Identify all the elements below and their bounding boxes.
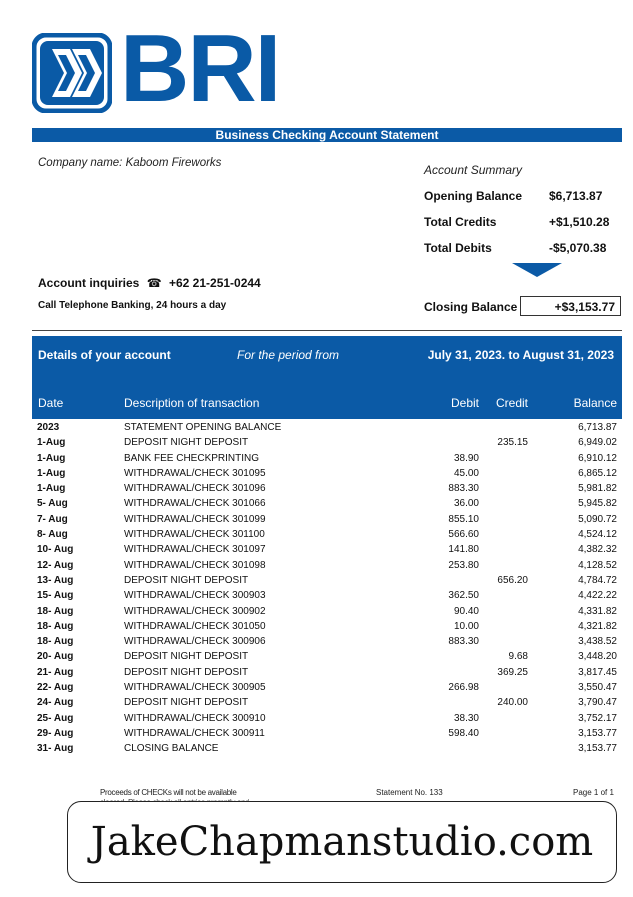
row-debit: 362.50 — [448, 590, 479, 602]
row-balance: 4,321.82 — [578, 620, 617, 632]
row-description: WITHDRAWAL/CHECK 301095 — [124, 467, 266, 479]
table-row — [32, 514, 622, 529]
table-row — [32, 590, 622, 605]
table-row — [32, 422, 622, 437]
row-date: 1-Aug — [37, 483, 66, 495]
row-balance: 3,153.77 — [578, 727, 617, 739]
transaction-table — [32, 422, 622, 759]
row-date: 31- Aug — [37, 743, 74, 755]
row-balance: 3,448.20 — [578, 651, 617, 663]
row-description: STATEMENT OPENING BALANCE — [124, 422, 282, 433]
row-balance: 5,981.82 — [578, 483, 617, 495]
row-date: 12- Aug — [37, 559, 74, 571]
total-credits-value: +$1,510.28 — [549, 215, 610, 229]
row-description: WITHDRAWAL/CHECK 300911 — [124, 727, 265, 739]
row-date: 25- Aug — [37, 712, 74, 724]
table-row — [32, 743, 622, 758]
row-debit: 266.98 — [448, 682, 479, 694]
row-description: DEPOSIT NIGHT DEPOSIT — [124, 574, 249, 586]
row-balance: 5,090.72 — [578, 513, 617, 525]
inquiries-label: Account inquiries — [38, 276, 140, 290]
closing-balance-label: Closing Balance — [424, 300, 518, 314]
row-debit: 598.40 — [448, 727, 479, 739]
row-balance: 4,128.52 — [578, 559, 617, 571]
table-row — [32, 636, 622, 651]
row-debit: 45.00 — [453, 467, 479, 479]
row-description: WITHDRAWAL/CHECK 300910 — [124, 712, 266, 724]
row-debit: 855.10 — [448, 513, 479, 525]
account-summary-title: Account Summary — [424, 163, 523, 177]
bri-logo-mark-icon — [32, 33, 112, 113]
row-debit: 90.40 — [453, 605, 479, 617]
row-balance: 6,713.87 — [578, 422, 617, 433]
row-balance: 3,817.45 — [578, 666, 617, 678]
footer-note: Proceeds of CHECKs will not be available — [100, 788, 237, 797]
row-debit: 883.30 — [448, 636, 479, 648]
row-description: WITHDRAWAL/CHECK 301097 — [124, 544, 266, 556]
row-date: 18- Aug — [37, 605, 74, 617]
row-balance: 4,331.82 — [578, 605, 617, 617]
row-debit: 38.90 — [453, 452, 479, 464]
opening-balance-value: $6,713.87 — [549, 189, 603, 203]
table-row — [32, 697, 622, 712]
row-date: 13- Aug — [37, 574, 74, 586]
details-panel — [32, 336, 622, 419]
row-debit: 883.30 — [448, 483, 479, 495]
row-credit: 369.25 — [497, 666, 528, 678]
row-date: 29- Aug — [37, 727, 74, 739]
table-row — [32, 621, 622, 636]
row-date: 20- Aug — [37, 651, 74, 663]
row-balance: 6,949.02 — [578, 437, 617, 449]
row-date: 2023 — [37, 422, 60, 433]
row-date: 1-Aug — [37, 467, 66, 479]
table-row — [32, 544, 622, 559]
row-description: WITHDRAWAL/CHECK 301066 — [124, 498, 266, 510]
row-date: 24- Aug — [37, 697, 74, 709]
row-balance: 6,910.12 — [578, 452, 617, 464]
row-description: WITHDRAWAL/CHECK 301096 — [124, 483, 266, 495]
row-credit: 235.15 — [497, 437, 528, 449]
total-credits-label: Total Credits — [424, 215, 497, 229]
telephone-icon: ☎ — [146, 276, 162, 290]
row-credit: 656.20 — [497, 574, 528, 586]
row-balance: 4,524.12 — [578, 529, 617, 541]
row-balance: 3,790.47 — [578, 697, 617, 709]
table-row — [32, 606, 622, 621]
row-balance: 3,752.17 — [578, 712, 617, 724]
row-debit: 38.30 — [453, 712, 479, 724]
statement-number: Statement No. 133 — [376, 788, 443, 797]
row-description: WITHDRAWAL/CHECK 300905 — [124, 682, 266, 694]
row-description: DEPOSIT NIGHT DEPOSIT — [124, 697, 249, 709]
table-row — [32, 437, 622, 452]
table-row — [32, 667, 622, 682]
row-date: 8- Aug — [37, 529, 68, 541]
table-row — [32, 468, 622, 483]
column-header-balance: Balance — [573, 396, 617, 410]
row-balance: 3,153.77 — [578, 743, 617, 755]
table-row — [32, 453, 622, 468]
row-credit: 240.00 — [497, 697, 528, 709]
table-row — [32, 560, 622, 575]
row-date: 18- Aug — [37, 636, 74, 648]
account-inquiries — [38, 276, 261, 290]
row-description: CLOSING BALANCE — [124, 743, 219, 755]
row-date: 1-Aug — [37, 437, 66, 449]
total-debits-value: -$5,070.38 — [549, 241, 607, 255]
telephone-banking-note: Call Telephone Banking, 24 hours a day — [38, 300, 227, 311]
row-description: WITHDRAWAL/CHECK 300902 — [124, 605, 266, 617]
table-row — [32, 529, 622, 544]
table-row — [32, 483, 622, 498]
row-description: WITHDRAWAL/CHECK 301050 — [124, 620, 266, 632]
column-header-description: Description of transaction — [124, 396, 260, 410]
row-description: WITHDRAWAL/CHECK 301100 — [124, 529, 265, 541]
closing-balance-value: +$3,153.77 — [520, 296, 621, 316]
row-description: WITHDRAWAL/CHECK 301099 — [124, 513, 266, 525]
table-row — [32, 728, 622, 743]
row-date: 10- Aug — [37, 544, 74, 556]
row-balance: 3,438.52 — [578, 636, 617, 648]
row-date: 22- Aug — [37, 682, 74, 694]
inquiries-phone: +62 21-251-0244 — [168, 276, 261, 290]
row-balance: 4,422.22 — [578, 590, 617, 602]
row-debit: 10.00 — [453, 620, 479, 632]
table-row — [32, 575, 622, 590]
column-header-date: Date — [38, 396, 64, 410]
row-debit: 141.80 — [448, 544, 479, 556]
row-description: DEPOSIT NIGHT DEPOSIT — [124, 651, 249, 663]
column-header-credit: Credit — [495, 396, 528, 410]
row-description: DEPOSIT NIGHT DEPOSIT — [124, 437, 249, 449]
column-header-debit: Debit — [450, 396, 479, 410]
row-date: 5- Aug — [37, 498, 68, 510]
statement-title: Business Checking Account Statement — [32, 128, 622, 142]
period-dates: July 31, 2023. to August 31, 2023 — [427, 348, 614, 362]
logo-text: BRI — [120, 15, 280, 122]
opening-balance-label: Opening Balance — [424, 189, 523, 203]
row-balance: 4,784.72 — [578, 574, 617, 586]
row-description: DEPOSIT NIGHT DEPOSIT — [124, 666, 249, 678]
table-row — [32, 498, 622, 513]
table-row — [32, 713, 622, 728]
row-balance: 5,945.82 — [578, 498, 617, 510]
row-date: 18- Aug — [37, 620, 74, 632]
period-label: For the period from — [237, 348, 340, 362]
down-arrow-icon — [512, 263, 562, 277]
details-title: Details of your account — [38, 348, 171, 362]
company-name: Company name: Kaboom Fireworks — [38, 157, 222, 169]
watermark: JakeChapmanstudio.com — [67, 801, 617, 883]
row-description: WITHDRAWAL/CHECK 300903 — [124, 590, 266, 602]
bri-logo — [32, 15, 280, 122]
row-credit: 9.68 — [508, 651, 528, 663]
table-row — [32, 651, 622, 666]
table-row — [32, 682, 622, 697]
row-balance: 4,382.32 — [578, 544, 617, 556]
row-date: 15- Aug — [37, 590, 74, 602]
row-debit: 36.00 — [453, 498, 479, 510]
row-date: 21- Aug — [37, 666, 74, 678]
page-number: Page 1 of 1 — [573, 788, 614, 797]
row-description: WITHDRAWAL/CHECK 300906 — [124, 636, 266, 648]
divider — [32, 330, 622, 331]
row-balance: 6,865.12 — [578, 467, 617, 479]
row-description: WITHDRAWAL/CHECK 301098 — [124, 559, 266, 571]
row-debit: 566.60 — [448, 529, 479, 541]
row-date: 7- Aug — [37, 513, 68, 525]
row-description: BANK FEE CHECKPRINTING — [124, 452, 260, 464]
row-balance: 3,550.47 — [578, 682, 617, 694]
row-debit: 253.80 — [448, 559, 479, 571]
total-debits-label: Total Debits — [424, 241, 492, 255]
row-date: 1-Aug — [37, 452, 66, 464]
